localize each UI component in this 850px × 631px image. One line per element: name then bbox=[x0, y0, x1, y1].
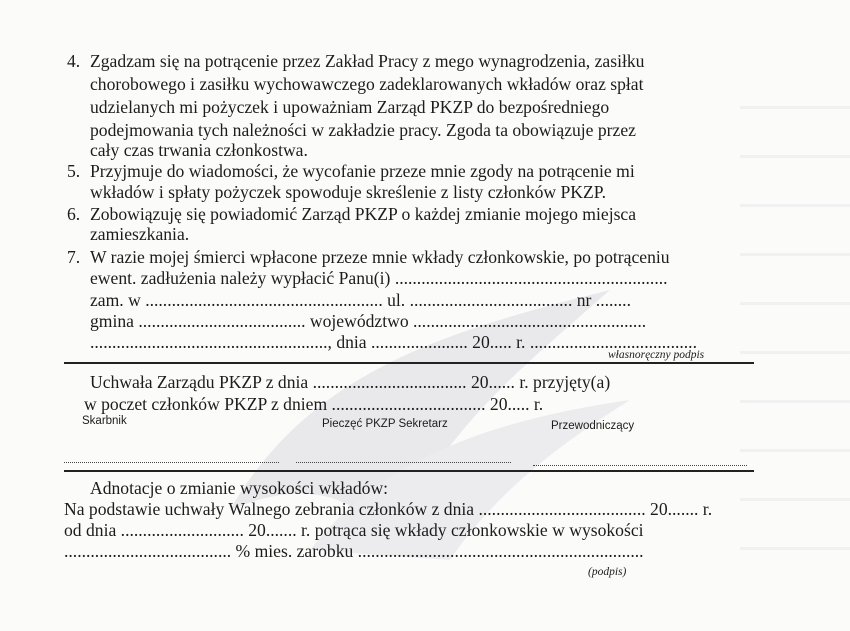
item-4-line-4: podejmowania tych należności w zakładzie pracy. Zgoda ta obowiązuje przez bbox=[90, 120, 636, 140]
item-4-line-5: cały czas trwania członkostwa. bbox=[90, 140, 308, 160]
item-7-line-4: gmina ...................................... województwo ..................................................... bbox=[90, 311, 647, 331]
chairman-label: Przewodniczący bbox=[551, 420, 635, 432]
bleed-through-shading bbox=[740, 60, 850, 580]
item-7-number: 7. bbox=[67, 247, 81, 267]
section-divider-2 bbox=[64, 470, 754, 472]
treasurer-label: Skarbnik bbox=[82, 415, 127, 427]
item-7-line-2: ewent. zadłużenia należy wypłacić Panu(i) .............................................................. bbox=[90, 268, 668, 288]
stamp-secretary-label: Pieczęć PKZP Sekretarz bbox=[322, 418, 448, 430]
item-6-line-2: zamieszkania. bbox=[90, 224, 190, 244]
resolution-line-1: Uchwała Zarządu PKZP z dnia ................................... 20...... r. przyjęty(a) bbox=[90, 372, 611, 392]
chairman-signature-line bbox=[533, 465, 747, 466]
annotations-heading: Adnotacje o zmianie wysokości wkładów: bbox=[90, 478, 389, 498]
item-4-number: 4. bbox=[67, 51, 81, 71]
secretary-signature-line bbox=[296, 462, 511, 463]
annotations-line-4: ...................................... % mies. zarobku ................................................................. bbox=[64, 541, 644, 561]
item-6-line-1: Zobowiązuję się powiadomić Zarząd PKZP o każdej zmianie mojego miejsca bbox=[90, 204, 637, 224]
section-divider-1 bbox=[64, 362, 754, 364]
item-7-line-5: ......................................................, dnia ...................... 20..... r. ...................................... bbox=[90, 332, 697, 352]
item-5-number: 5. bbox=[67, 161, 81, 181]
annotations-line-3: od dnia ............................ 20....... r. potrąca się wkłady członkowskie w wysokości bbox=[64, 520, 644, 540]
item-7-line-1: W razie mojej śmierci wpłacone przeze mnie wkłady członkowskie, po potrąceniu bbox=[90, 247, 670, 267]
resolution-line-2: w poczet członków PKZP z dniem ................................... 20..... r. bbox=[84, 394, 544, 414]
item-4-line-3: udzielanych mi pożyczek i upoważniam Zarząd PKZP do bezpośredniego bbox=[90, 97, 610, 117]
item-5-line-1: Przyjmuje do wiadomości, że wycofanie przeze mnie zgody na potrącenie mi bbox=[90, 161, 635, 181]
item-4-line-2: chorobowego i zasiłku wychowawczego zadeklarowanych wkładów oraz spłat bbox=[90, 74, 644, 94]
annotations-line-2: Na podstawie uchwały Walnego zebrania członków z dnia ...................................... 20....... r. bbox=[64, 499, 713, 519]
item-5-line-2: wkładów i spłaty pożyczek spowoduje skreślenie z listy członków PKZP. bbox=[90, 182, 606, 202]
treasurer-signature-line bbox=[64, 462, 279, 463]
signature-caption: własnoręczny podpis bbox=[608, 349, 705, 361]
item-6-number: 6. bbox=[67, 204, 81, 224]
item-7-line-3: zam. w ...................................................... ul. ..................................... nr ........ bbox=[90, 290, 631, 310]
annotations-signature-caption: (podpis) bbox=[588, 566, 627, 578]
item-4-line-1: Zgadzam się na potrącenie przez Zakład Pracy z mego wynagrodzenia, zasiłku bbox=[90, 51, 645, 71]
